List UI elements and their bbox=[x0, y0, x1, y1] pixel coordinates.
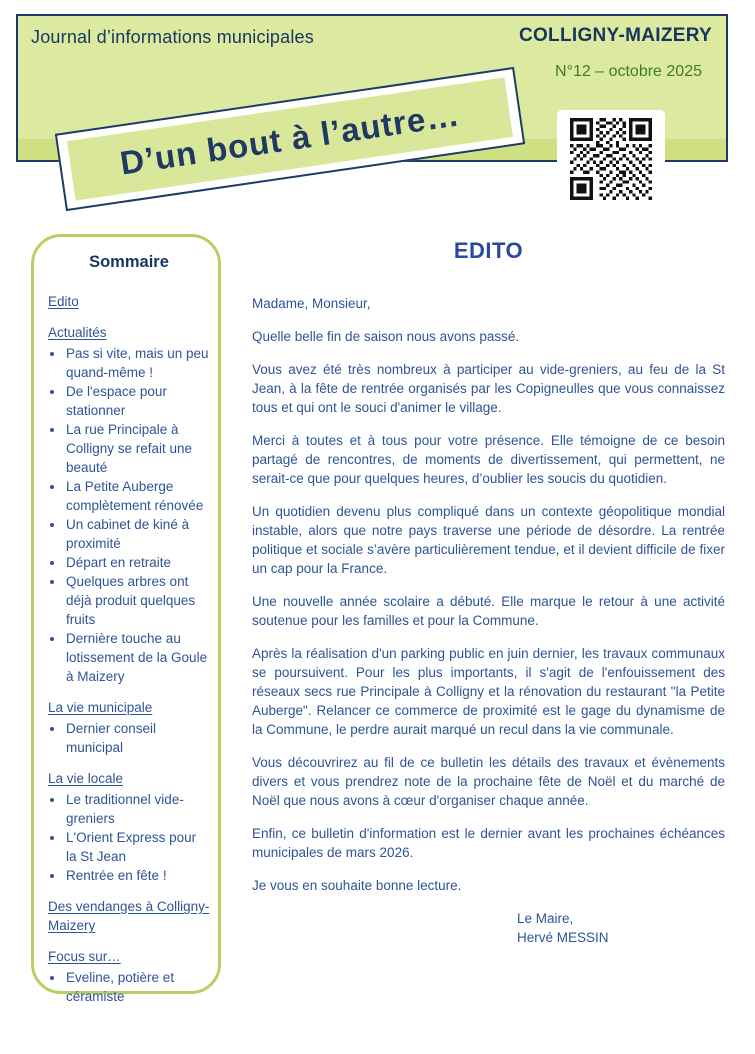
edito-paragraph: Après la réalisation d'un parking public en juin dernier, les travaux communaux se poursuivent. Pour les plus importants, il s'agit de l'enfouissement des réseaux secs rue Principale à Colligny et la rénovation du restaurant "la Petite Auberge". Relancer ce commerce de proximité est le gage du dynamisme de la Commune, le perdre aurait marqué un recul dans la vie communale. bbox=[252, 646, 725, 737]
qr-code-icon bbox=[570, 118, 652, 200]
edito-paragraph: Enfin, ce bulletin d'information est le dernier avant les prochaines échéances municipales de mars 2026. bbox=[252, 826, 725, 860]
toc-item: • Quelques arbres ont déjà produit quelques fruits bbox=[65, 572, 210, 629]
edito-title: EDITO bbox=[453, 238, 524, 263]
signature-role: Le Maire, bbox=[517, 911, 574, 926]
toc-link-edito[interactable]: Edito bbox=[48, 294, 79, 309]
toc-link-focus[interactable]: Focus sur… bbox=[48, 949, 121, 964]
toc-item: • Pas si vite, mais un peu quand-même ! bbox=[65, 344, 210, 382]
toc-item: • La Petite Auberge complètement rénovée bbox=[65, 477, 210, 515]
edito-paragraph: Une nouvelle année scolaire a débuté. Elle marque le retour à une activité soutenue pour les familles et pour la Commune. bbox=[252, 594, 725, 628]
toc-section-actualites bbox=[48, 323, 210, 686]
edito-paragraph: Vous découvrirez au fil de ce bulletin les détails des travaux et évènements divers et vous prendrez note de la prochaine fête de Noël et du marché de Noël que nous avons à cœur d'organiser chaque année. bbox=[252, 755, 725, 808]
edito-paragraph: Vous avez été très nombreux à participer au vide-greniers, au feu de la St Jean, à la fête de rentrée organisés par les Copigneulles que vous connaissez tous et qui ont le souci d'animer le village. bbox=[252, 362, 725, 415]
qr-code bbox=[557, 110, 665, 207]
toc-section-vendanges bbox=[48, 897, 210, 935]
issue-number: N°12 – octobre 2025 bbox=[555, 63, 702, 80]
sommaire-title: Sommaire bbox=[89, 253, 169, 271]
journal-label: Journal d’informations municipales bbox=[31, 27, 314, 47]
commune-name: COLLIGNY-MAIZERY bbox=[518, 25, 712, 46]
toc-item: • Départ en retraite bbox=[65, 553, 210, 572]
signature-name: Hervé MESSIN bbox=[517, 930, 609, 945]
toc-link-actualites[interactable]: Actualités bbox=[48, 325, 107, 340]
toc-section-focus bbox=[48, 947, 210, 1006]
toc-item: • Eveline, potière et céramiste bbox=[65, 968, 210, 1006]
toc-item: • Dernier conseil municipal bbox=[65, 719, 210, 757]
toc-item: • Rentrée en fête ! bbox=[65, 866, 210, 885]
edito-paragraph: Un quotidien devenu plus compliqué dans un contexte géopolitique mondial instable, alors que notre pays traverse une période de désordre. La rentrée politique et sociale s’avère particulièrement tendue, et il devient difficile de fixer un cap pour la France. bbox=[252, 504, 725, 576]
sommaire-box bbox=[31, 234, 221, 1004]
toc-section-edito bbox=[48, 292, 210, 311]
toc-item: • Un cabinet de kiné à proximité bbox=[65, 515, 210, 553]
toc-link-vie-municipale[interactable]: La vie municipale bbox=[48, 700, 153, 715]
newsletter-title: D’un bout à l’autre… bbox=[67, 77, 513, 200]
signature-block bbox=[517, 909, 725, 947]
toc-item: • De l'espace pour stationner bbox=[65, 382, 210, 420]
edito-paragraph: Madame, Monsieur, bbox=[252, 296, 371, 311]
toc-section-vie-locale bbox=[48, 769, 210, 885]
toc-item: • Dernière touche au lotissement de la Goule à Maizery bbox=[65, 629, 210, 686]
title-banner bbox=[55, 67, 525, 211]
toc-link-vendanges[interactable]: Des vendanges à Colligny-Maizery bbox=[48, 899, 210, 933]
toc-item: • La rue Principale à Colligny se refait une beauté bbox=[65, 420, 210, 477]
edito-paragraph: Quelle belle fin de saison nous avons passé. bbox=[252, 329, 520, 344]
edito-paragraph: Merci à toutes et à tous pour votre présence. Elle témoigne de ce besoin partagé de rencontres, de moments de divertissement, qui permettent, ne serait-ce que pour quelques heures, d’oublier les soucis du quotidien. bbox=[252, 433, 725, 486]
edito-article bbox=[252, 238, 725, 947]
toc-item: • L'Orient Express pour la St Jean bbox=[65, 828, 210, 866]
toc-section-vie-municipale bbox=[48, 698, 210, 757]
toc-item: • Le traditionnel vide-greniers bbox=[65, 790, 210, 828]
edito-paragraph: Je vous en souhaite bonne lecture. bbox=[252, 878, 462, 893]
toc-link-vie-locale[interactable]: La vie locale bbox=[48, 771, 124, 786]
